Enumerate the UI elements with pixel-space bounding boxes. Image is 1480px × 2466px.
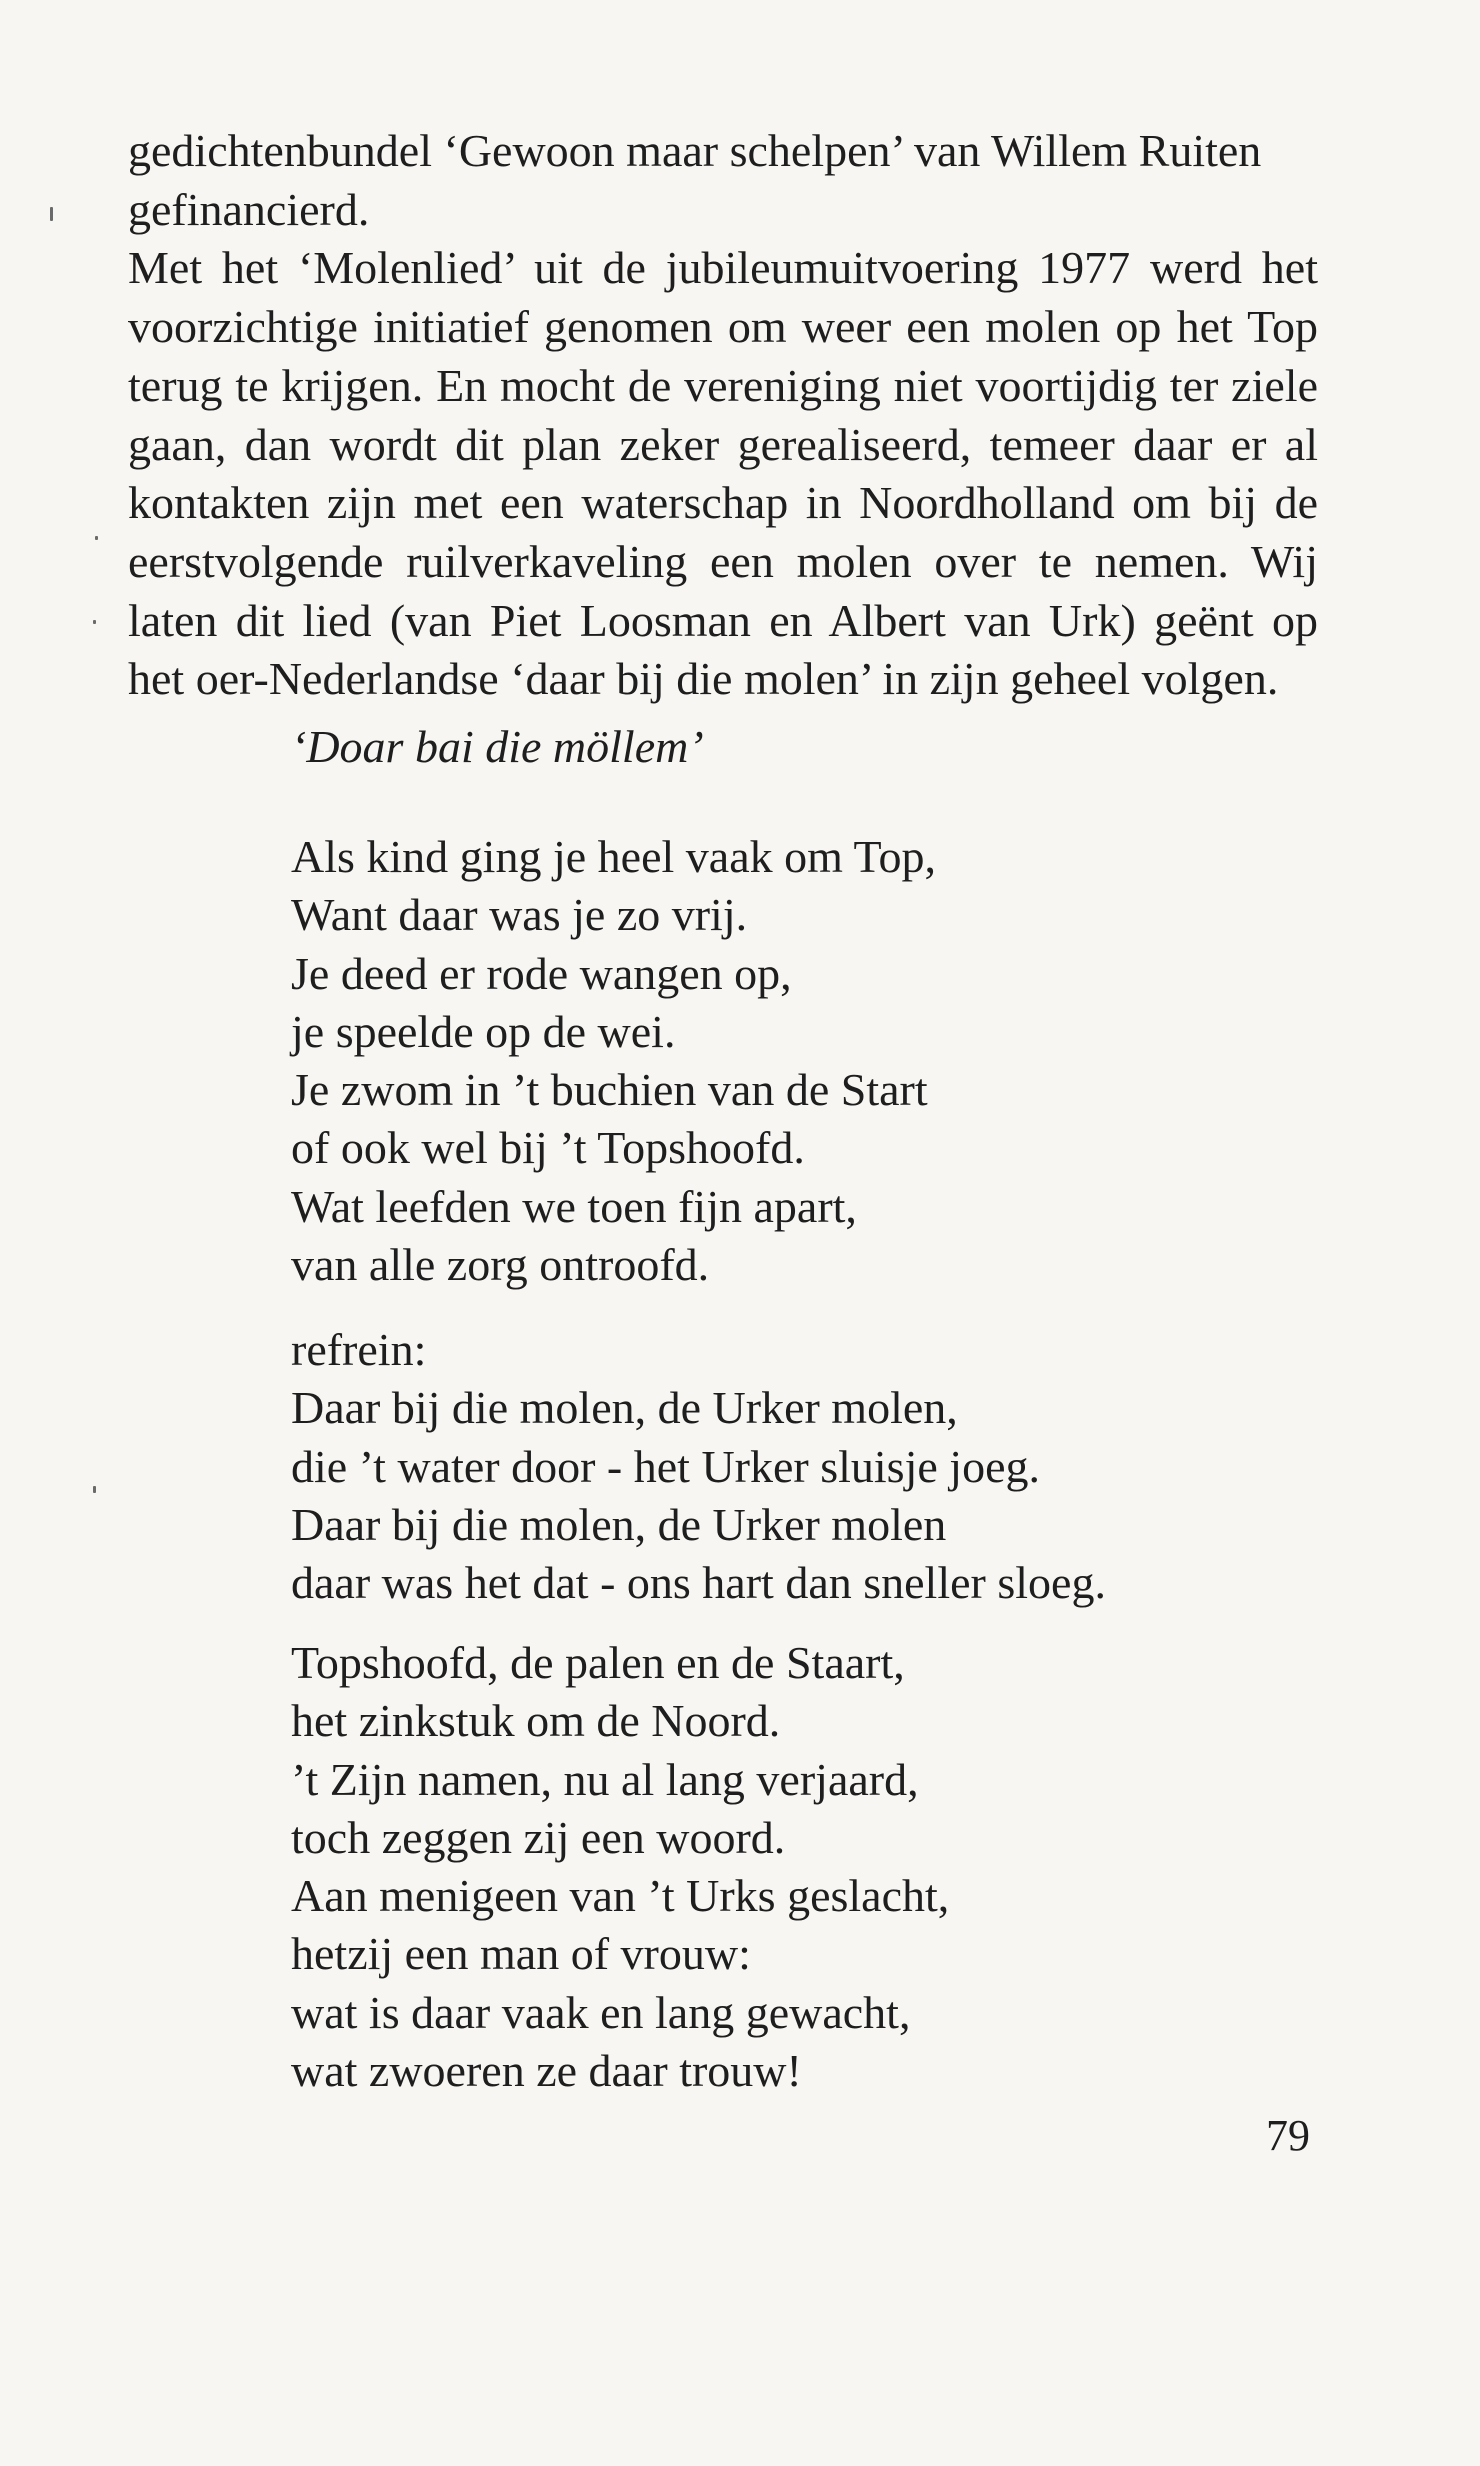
poem-line: die ’t water door - het Urker sluisje joeg. <box>291 1440 1040 1492</box>
poem-line: daar was het dat - ons hart dan sneller sloeg. <box>291 1557 1106 1609</box>
poem-title: ‘Doar bai die möllem’ <box>291 721 704 772</box>
scan-speck <box>95 536 98 540</box>
text-line: gedichtenbundel ‘Gewoon maar schelpen’ van Willem Ruiten <box>128 125 1262 176</box>
poem-line: ’t Zijn namen, nu al lang verjaard, <box>291 1753 919 1805</box>
poem-line: of ook wel bij ’t Topshoofd. <box>291 1122 805 1174</box>
text-line: gefinancierd. <box>128 183 370 235</box>
scan-speck <box>93 1486 96 1493</box>
poem-line: Daar bij die molen, de Urker molen, <box>291 1382 958 1434</box>
poem-line: van alle zorg ontroofd. <box>291 1239 710 1291</box>
scan-speck <box>93 620 96 624</box>
poem-line: toch zeggen zij een woord. <box>291 1811 786 1863</box>
poem-line: Je zwom in ’t buchien van de Start <box>291 1064 928 1116</box>
poem-line: wat is daar vaak en lang gewacht, <box>291 1986 911 2038</box>
poem-line: Want daar was je zo vrij. <box>291 889 748 941</box>
text-line: kontakten zijn met een waterschap in Noordholland om bij de <box>128 477 1318 529</box>
intro-paragraph <box>128 122 1318 709</box>
text-line: terug te krijgen. En mocht de vereniging niet voortijdig ter ziele <box>128 359 1318 411</box>
poem-stanza-1 <box>291 828 936 1294</box>
text-line: eerstvolgende ruilverkaveling een molen over te nemen. Wij <box>128 535 1318 587</box>
poem-refrain <box>291 1321 1106 1612</box>
poem-line: Aan menigeen van ’t Urks geslacht, <box>291 1870 950 1922</box>
text-line: voorzichtige initiatief genomen om weer een molen op het Top <box>128 301 1318 353</box>
poem-line: hetzij een man of vrouw: <box>291 1928 751 1980</box>
poem-line: wat zwoeren ze daar trouw! <box>291 2045 802 2097</box>
poem-line: Topshoofd, de palen en de Staart, <box>291 1637 905 1688</box>
poem-stanza-2 <box>291 1634 949 2100</box>
poem-line: Daar bij die molen, de Urker molen <box>291 1498 947 1550</box>
page-number: 79 <box>1266 2111 1310 2160</box>
poem-line: je speelde op de wei. <box>291 1005 676 1057</box>
refrain-label: refrein: <box>291 1324 427 1375</box>
text-line: laten dit lied (van Piet Loosman en Albert van Urk) geënt op <box>128 594 1318 646</box>
text-line: gaan, dan wordt dit plan zeker gerealiseerd, temeer daar er al <box>128 418 1318 470</box>
poem-line: Als kind ging je heel vaak om Top, <box>291 831 936 882</box>
poem-line: het zinkstuk om de Noord. <box>291 1695 781 1747</box>
poem-line: Wat leefden we toen fijn apart, <box>291 1180 857 1232</box>
text-line: het oer-Nederlandse ‘daar bij die molen’ in zijn geheel volgen. <box>128 653 1279 705</box>
scan-speck <box>50 207 53 221</box>
poem-line: Je deed er rode wangen op, <box>291 947 792 999</box>
text-line: Met het ‘Molenlied’ uit de jubileumuitvoering 1977 werd het <box>128 242 1318 294</box>
